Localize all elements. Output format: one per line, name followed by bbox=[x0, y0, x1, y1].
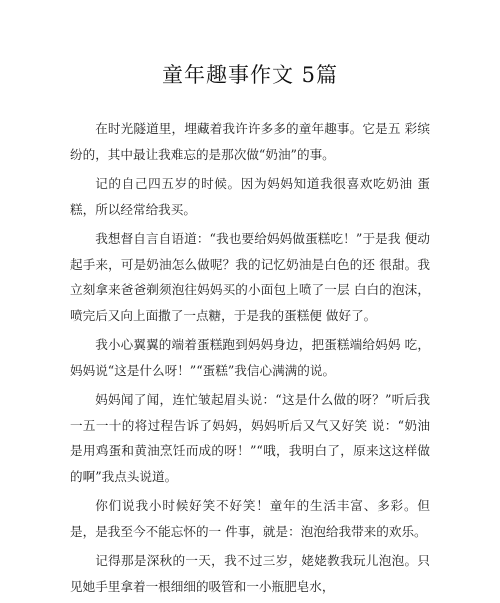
paragraph: 我小心翼翼的端着蛋糕跑到妈妈身边，把蛋糕端给妈妈 吃，妈妈说“这是什么呀！”“蛋糕”我信心满满的说。 bbox=[70, 337, 430, 378]
paragraph: 我想督自言自语道：“我也要给妈妈做蛋糕吃！”于是我 便动起手来，可是奶油怎么做呢？我的记忆奶油是白色的还 很甜。我立刻拿来爸爸剃须泡往妈妈买的小面包上喷了一层 白白的泡沫，喷完后又向上面撒了一点糖，于是我的蛋糕便 做好了。 bbox=[70, 231, 430, 323]
paragraph: 你们说我小时候好笑不好笑！童年的生活丰富、多彩。但是，是我至今不能忘怀的一 件事，就是：泡泡给我带来的欢乐。 bbox=[70, 498, 430, 539]
paragraph: 妈妈闻了闻，连忙皱起眉头说：“这是什么做的呀？”听后我一五一十的将过程告诉了妈妈，妈妈听后又气又好笑 说：“奶油是用鸡蛋和黄油烹饪而成的呀！”“哦，我明白了，原来这这样做的啊”我点头说道。 bbox=[70, 392, 430, 484]
paragraph: 记得那是深秋的一天，我不过三岁，姥姥教我玩儿泡泡。只见她手里拿着一根细细的吸管和一小瓶肥皂水， bbox=[70, 553, 430, 594]
paragraph: 在时光隧道里，埋藏着我许许多多的童年趣事。它是五 彩缤纷的，其中最让我难忘的是那次做“奶油”的事。 bbox=[70, 121, 430, 162]
document-title: 童年趣事作文 5篇 bbox=[161, 63, 339, 87]
paragraph: 记的自己四五岁的时候。因为妈妈知道我很喜欢吃奶油 蛋糕，所以经常给我买。 bbox=[70, 176, 430, 217]
document-body bbox=[70, 116, 430, 603]
